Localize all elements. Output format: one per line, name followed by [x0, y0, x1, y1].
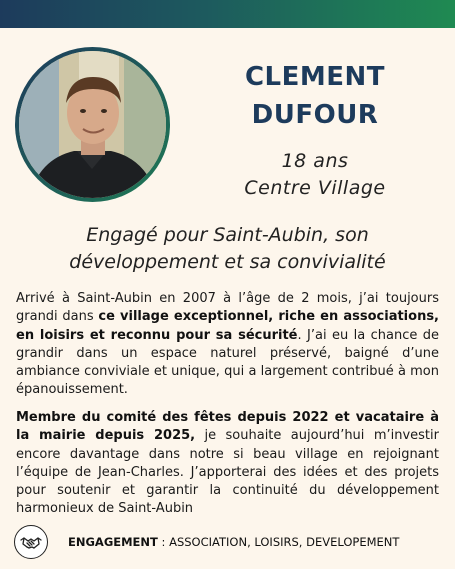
tagline-line-2: développement et sa convivialité	[69, 251, 386, 273]
tagline-line-1: Engagé pour Saint-Aubin, son	[86, 224, 369, 246]
engagement-text	[68, 535, 399, 549]
engagement-separator: :	[157, 535, 170, 549]
biography-paragraph	[16, 290, 439, 400]
handshake-icon	[14, 525, 48, 559]
candidate-last-name: DUFOUR	[251, 100, 379, 130]
commitment-paragraph	[16, 409, 439, 519]
commitment-text: je souhaite aujourd’hui m’investir encore davantage dans notre si beau village en rejoignant l’équipe de Jean-Charles. J’apporterai des idées et des projets pour soutenir et garantir la continuité du développement harmonieux de Saint-Aubin	[16, 428, 439, 517]
portrait-frame	[15, 47, 170, 202]
tagline	[20, 222, 435, 276]
engagement-row	[14, 524, 444, 560]
header-gradient-bar	[0, 0, 455, 28]
candidate-age: 18 ans	[281, 150, 349, 172]
bio-text-1: Arrivé à Saint-Aubin en 2007 à l’âge de 2 mois, j’ai toujours grandi dans	[16, 291, 439, 325]
engagement-label: ENGAGEMENT	[68, 535, 158, 549]
candidate-location: Centre Village	[244, 177, 386, 199]
candidate-first-name: CLEMENT	[244, 62, 386, 92]
portrait-photo	[19, 51, 166, 198]
commitment-highlight: Membre du comité des fêtes depuis 2022 et vacataire à la mairie depuis 2025,	[16, 410, 439, 444]
bio-text-2: . J’ai eu la chance de grandir dans un espace naturel préservé, baigné d’une ambiance conviviale et unique, qui a largement contribué à mon épanouissement.	[16, 327, 439, 398]
engagement-value: ASSOCIATION, LOISIRS, DEVELOPEMENT	[169, 535, 400, 549]
bio-highlight: ce village exceptionnel, riche en associations, en loisirs et reconnu pour sa sécurité	[16, 309, 439, 343]
